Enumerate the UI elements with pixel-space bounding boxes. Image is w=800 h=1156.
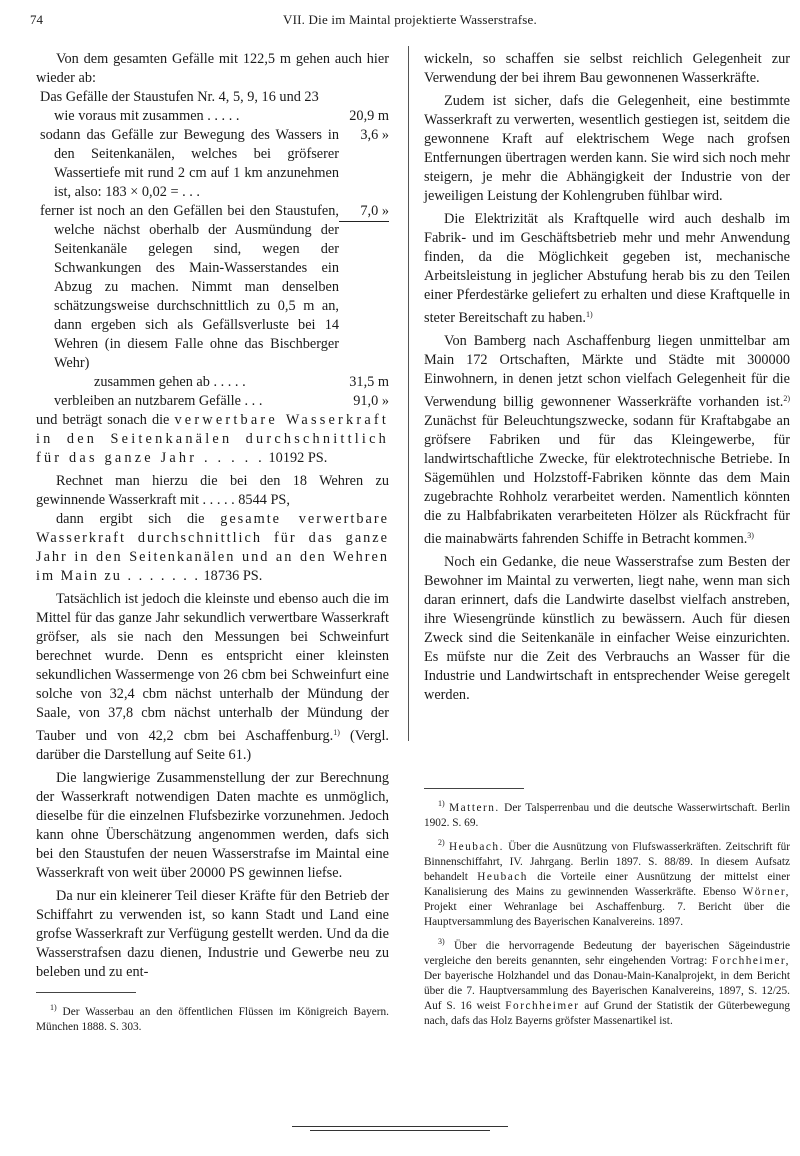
left-column bbox=[36, 50, 389, 982]
emphasized-text: gesamte verwertbare Wasserkraft durchschnittlich für das ganze Jahr in den Seitenkanälen und an den Wehren im Main zu . . . . . . . bbox=[36, 511, 389, 584]
paragraph: Tatsächlich ist jedoch die kleinste und ebenso auch die im Mittel für das ganze Jahr sekundlich verwertbare Wasserkraft gröfser, als sie nach den Messungen bei Schweinfurt berechnet wurde. Denn es entspricht einer kleinsten sekundlichen Wassermenge von 26 cbm bei Schweinfurt eine solche von 32,4 cbm nächst unterhalb der Mündung der Saale, von 37,8 cbm nächst unterhalb der Mündung der Tauber und von 42,2 cbm bei Aschaffenburg.$^{1)}$ (Vergl. darüber die Darstellung auf Seite 61.) bbox=[36, 591, 390, 763]
ledger-item bbox=[36, 126, 389, 202]
paragraph: dann ergibt sich die gesamte verwertbare Wasserkraft durchschnittlich für das ganze Jahr in den Seitenkanälen und an den Wehren im Main zu . . . . . . . 18736 PS. bbox=[36, 511, 389, 584]
bottom-rule bbox=[310, 1130, 490, 1131]
footnote: $^{3)}$ Über die hervorragende Bedeutung der bayerischen Sägeindustrie vergleiche den bereits genannten, sehr eingehenden Vortrag: Forchheimer, Der bayerische Holzhandel und das Donau-Main-Kanalprojekt, in dem Bericht über die 7. Hauptversammlung des Bayerischen Kanalvereins, 1897, S. 12/25. Auf S. 16 weist Forchheimer auf Grund der Statistik der Güterbewegung nach, dafs das Holz Bayerns gröfster Massenartikel ist. bbox=[424, 937, 791, 1027]
paragraph: Rechnet man hierzu die bei den 18 Wehren zu gewinnende Wasserkraft mit . . . . . 8544 PS, bbox=[36, 473, 389, 508]
paragraph: Noch ein Gedanke, die neue Wasserstrafse zum Besten der Bewohner im Maintal zu verwerten, liegt nahe, wenn man sich daran erinnert, dafs die Landwirte daselbst vielfach anstreben, ihre Wiesengründe künstlich zu bewässern. Auch für diesen Zweck sind die Seitenkanäle in einfacher Weise einzurichten. Es müfste nur die Zeit des Verbrauchs an Wasser für die Industrie und Landwirtschaft in entsprechender Weise geregelt werden. bbox=[424, 554, 790, 703]
paragraph: Die langwierige Zusammenstellung der zur Berechnung der Wasserkraft notwendigen Daten machte es unmöglich, dieselbe für die einzelnen Flufsbezirke vorzunehmen. Jedoch kann ohne Überschätzung angenommen werden, dafs sich bei den Staustufen der neuen Wasserstrafse im Maintal eine Wasserkraft von weit über 20000 PS gewinnen liefse. bbox=[36, 770, 389, 881]
ledger-value: 91,0 » bbox=[353, 393, 389, 409]
paragraph: Von dem gesamten Gefälle mit 122,5 m gehen auch hier wieder ab: bbox=[36, 51, 389, 86]
ledger-item bbox=[36, 202, 389, 373]
ledger-value: 31,5 m bbox=[349, 374, 389, 390]
ledger-value: 3,6 » bbox=[360, 127, 389, 143]
ledger-value: 7,0 » bbox=[339, 202, 389, 222]
running-title: VII. Die im Maintal projektierte Wasserstrafse. bbox=[283, 12, 537, 27]
paragraph: Zudem ist sicher, dafs die Gelegenheit, eine bestimmte Wasserkraft zu verwerten, wesentlich gestiegen ist, seitdem die gewonnene Kraft auf elektrischem Wege nach grofsen Entfernungen übertragen werden kann. Sie wird sich noch mehr steigern, je mehr die Abhängigkeit der Industrie von der jeweiligen Leistung der Kohlengruben fühlbar wird. bbox=[424, 93, 790, 204]
ledger-text: verbleiben an nutzbarem Gefälle . . . bbox=[54, 393, 263, 409]
page-number: 74 bbox=[30, 12, 43, 27]
value: 18736 PS. bbox=[203, 568, 263, 584]
footnote-rule bbox=[36, 992, 136, 993]
paragraph: Die Elektrizität als Kraftquelle wird auch deshalb im Fabrik- und im Geschäftsbetrieb mehr und mehr Anwendung finden, da die Möglichkeit gegeben ist, mechanische Arbeitsleistung in jeglicher Abstufung herab bis zu den Teilen einer Pferdestärke geliefert zu erhalten und diese Kraftquelle in steter Bereitschaft zu haben.$^{1)}$ bbox=[424, 211, 790, 326]
ledger-value: 20,9 m bbox=[349, 108, 389, 124]
page-header bbox=[30, 12, 790, 34]
paragraph: Da nur ein kleinerer Teil dieser Kräfte für den Betrieb der Schiffahrt zu verwenden ist, so kann Stadt und Land eine grofse Wasserkraft zur Verfügung gestellt werden. Und da die Wasserstrafsen dazu dienen, Industrie und Gewerbe neu zu beleben und zu ent- bbox=[36, 888, 389, 980]
footnote: $^{2)}$ Heubach. Über die Ausnützung von Flufswasserkräften. Zeitschrift für Binnenschiffahrt, IV. Jahrgang. Berlin 1897. S. 88/89. In diesem Aufsatz behandelt Heubach die Vorteile einer Ausnützung der mittelst einer Kanalisierung des Mains zu gewinnenden Wasserkräfte. Ebenso Wörner, Projekt einer Wehranlage bei Aschaffenburg. 7. Bericht über die Hauptversammlung des Bayerischen Kanalvereins. 1897. bbox=[424, 838, 790, 928]
footnote-ref: 1) bbox=[333, 728, 340, 737]
footnote: $^{1)}$ Der Wasserbau an den öffentlichen Flüssen im Königreich Bayern. München 1888. S. 303. bbox=[36, 1003, 389, 1033]
ledger-text: sodann das Gefälle zur Bewegung des Wassers in den Seitenkanälen, welches bei gröfserer Wassertiefe mit rund 2 cm auf 1 km anzunehmen ist, also: 183 × 0,02 = . . . bbox=[40, 127, 339, 200]
ledger-sum bbox=[36, 373, 389, 392]
paragraph: wickeln, so schaffen sie selbst reichlich Gelegenheit zur Verwendung der bei ihrem Bau gewonnenen Wasserkräfte. bbox=[424, 51, 790, 86]
column-divider bbox=[408, 46, 409, 741]
emphasized-text: verwertbare Wasserkraft in den Seitenkanälen durchschnittlich für das ganze Jahr . . . . . bbox=[36, 412, 390, 466]
value: 10192 PS. bbox=[268, 450, 328, 466]
footnote: $^{1)}$ Mattern. Der Talsperrenbau und die deutsche Wasserwirtschaft. Berlin 1902. S. 69. bbox=[424, 799, 790, 829]
footnotes-left bbox=[36, 1000, 389, 1039]
ledger-text: wie voraus mit zusammen . . . . . bbox=[54, 108, 240, 124]
paragraph: und beträgt sonach die verwertbare Wasserkraft in den Seitenkanälen durchschnittlich für das ganze Jahr . . . . . 10192 PS. bbox=[36, 412, 390, 466]
footnote-ref: 1) bbox=[585, 310, 593, 319]
value: 8544 PS, bbox=[238, 492, 290, 508]
bottom-rule bbox=[292, 1126, 508, 1127]
ledger-text: zusammen gehen ab . . . . . bbox=[94, 374, 246, 390]
ledger-item bbox=[36, 88, 389, 126]
footnote-ref: 3) bbox=[747, 531, 754, 540]
footnotes-right bbox=[424, 796, 790, 1033]
footnote-ref: 2) bbox=[783, 394, 790, 403]
paragraph: Von Bamberg nach Aschaffenburg liegen unmittelbar am Main 172 Ortschaften, Märkte und Städte mit 300000 Einwohnern, in denen jetzt schon vielfach Gelegenheit für die Verwendung billig gewonnener Wasserkräfte vorhanden ist.$^{2)}$ Zunächst für Beleuchtungszwecke, sodann für Kraftabgabe an gröfsere Fabriken und für das Kleingewerbe, für landwirtschaftliche Zwecke, für elektrotechnische Betriebe. In Sägemühlen und Holzstoff-Fabriken könnte das dem Main zugebrachte Rohholz verarbeitet werden. Namentlich könnten die zu Halbfabrikaten verarbeiteten Hölzer als Rückfracht für die mainabwärts fahrenden Schiffe in Betracht kommen.$^{3)}$ bbox=[424, 333, 790, 547]
ledger-text: Das Gefälle der Staustufen Nr. 4, 5, 9, 16 und 23 bbox=[40, 89, 319, 105]
footnote-rule bbox=[424, 788, 524, 789]
right-column bbox=[424, 50, 790, 705]
ledger-rest bbox=[36, 392, 389, 411]
ledger-text: ferner ist noch an den Gefällen bei den Staustufen, welche nächst oberhalb der Ausmündung der Seitenkanäle gelegen sind, wegen der Schwankungen des Main-Wasserstandes ein Abzug zu machen. Nimmt man denselben schätzungsweise durchschnittlich zu 0,5 m an, dann ergeben sich als Gefällsverluste bei 14 Wehren (in diesem Falle ohne das Bischberger Wehr) bbox=[40, 203, 339, 371]
